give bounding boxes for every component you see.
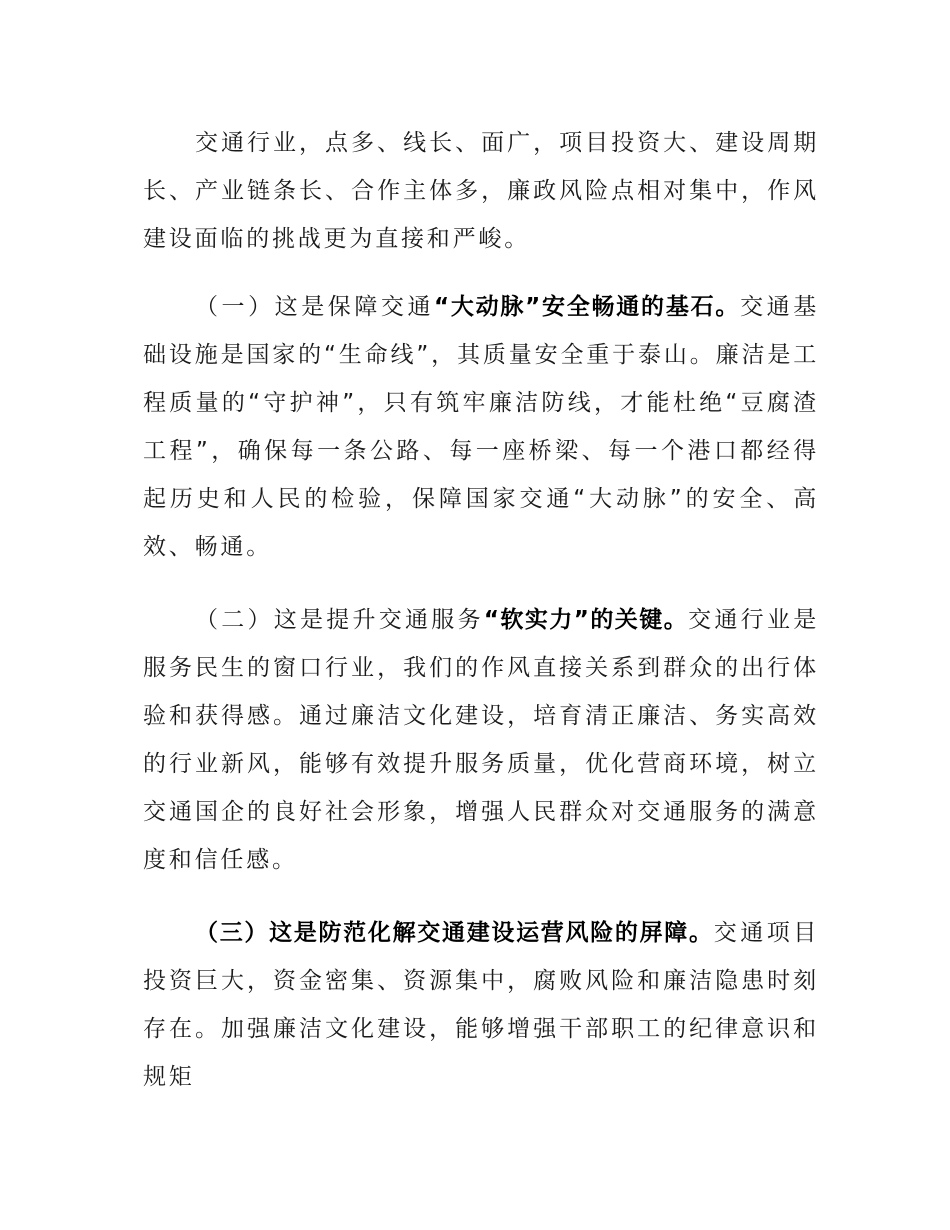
section-heading-bold: “软实力”的关键。	[483, 607, 689, 633]
section-heading-bold: “大动脉”安全畅通的基石。	[434, 294, 741, 320]
paragraph-text: 交通行业，点多、线长、面广，项目投资大、建设周期长、产业链条长、合作主体多，廉政风险点相对集中，作风建设面临的挑战更为直接和严峻。	[143, 130, 819, 252]
paragraph-section-3	[143, 909, 819, 1101]
section-prefix: （二）这是提升交通服务	[195, 607, 484, 633]
section-prefix: （一）这是保障交通	[195, 294, 435, 320]
paragraph-intro	[143, 119, 819, 263]
paragraph-text: 交通项目投资巨大，资金密集、资源集中，腐败风险和廉洁隐患时刻存在。加强廉洁文化建设，能够增强干部职工的纪律意识和规矩	[143, 920, 820, 1090]
paragraph-text: 交通行业是服务民生的窗口行业，我们的作风直接关系到群众的出行体验和获得感。通过廉洁文化建设，培育清正廉洁、务实高效的行业新风，能够有效提升服务质量，优化营商环境，树立交通国企的良好社会形象，增强人民群众对交通服务的满意度和信任感。	[143, 607, 819, 873]
section-heading-bold: （三）这是防范化解交通建设运营风险的屏障。	[195, 920, 714, 946]
paragraph-section-2	[143, 596, 819, 884]
paragraph-text: 交通基础设施是国家的“生命线”，其质量安全重于泰山。廉洁是工程质量的“守护神”，只有筑牢廉洁防线，才能杜绝“豆腐渣工程”，确保每一条公路、每一座桥梁、每一个港口都经得起历史和人民的检验，保障国家交通“大动脉”的安全、高效、畅通。	[143, 294, 820, 560]
paragraph-section-1	[143, 283, 819, 571]
